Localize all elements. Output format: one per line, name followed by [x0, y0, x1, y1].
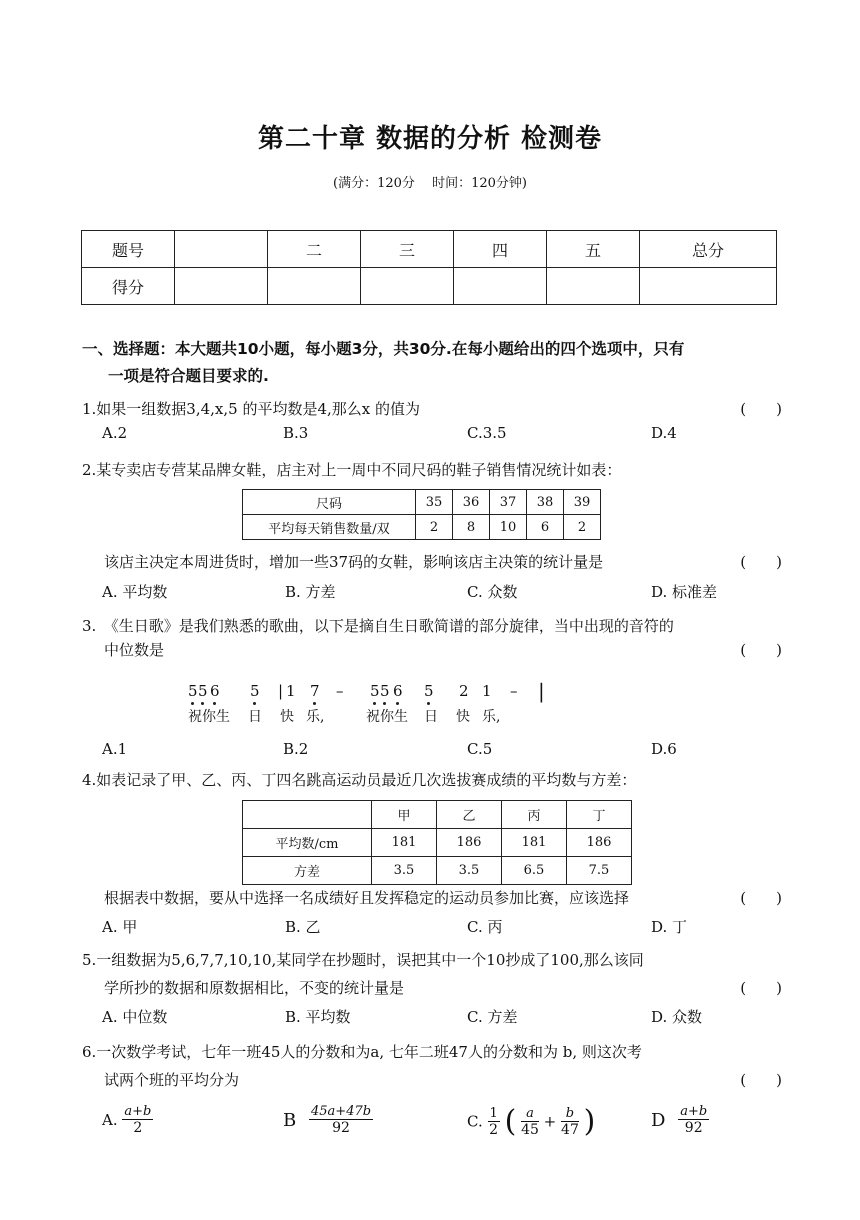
- question-4-options: [102, 916, 782, 940]
- note: 6: [393, 682, 403, 700]
- lyric: 祝你生: [188, 709, 230, 725]
- score-cell: 得分: [82, 268, 175, 305]
- score-table-score-row: [82, 268, 777, 305]
- note: 1: [482, 682, 492, 700]
- question-6: [82, 1040, 782, 1100]
- table-cell: 6: [527, 515, 564, 540]
- option-label: B: [283, 1109, 297, 1131]
- score-input-cell: [268, 268, 361, 305]
- low-octave-dot: [396, 702, 399, 705]
- note: 7: [310, 682, 320, 700]
- table-cell: 35: [416, 490, 453, 515]
- score-cell: 总分: [640, 231, 777, 268]
- lyric: 快: [456, 709, 470, 725]
- option-b: B. 乙: [285, 918, 321, 936]
- page-title: 第二十章 数据的分析 检测卷: [257, 124, 603, 154]
- score-cell: 题号: [82, 231, 175, 268]
- table-cell: 10: [490, 515, 527, 540]
- table-row: [243, 829, 632, 857]
- option-b: B. 方差: [285, 583, 336, 601]
- option-b: B.2: [283, 740, 309, 758]
- score-input-cell: [547, 268, 640, 305]
- denominator: 92: [684, 1120, 703, 1136]
- answer-bracket: ( ): [740, 889, 782, 907]
- score-cell: 五: [547, 231, 640, 268]
- low-octave-dot: [253, 702, 256, 705]
- table-cell: [243, 801, 372, 829]
- option-c: C.3.5: [467, 424, 507, 442]
- table-cell: 39: [564, 490, 601, 515]
- question-text: 3. 《生日歌》是我们熟悉的歌曲，以下是摘自生日歌简谱的部分旋律，当中出现的音符的: [82, 617, 674, 635]
- fraction: [488, 1106, 500, 1138]
- question-text: 1.如果一组数据3,4,x,5 的平均数是4,那么x 的值为: [82, 400, 421, 418]
- note: 5: [370, 682, 380, 700]
- question-2: [82, 458, 782, 482]
- score-table: [81, 230, 777, 305]
- score-input-cell: [361, 268, 454, 305]
- low-octave-dot: [373, 702, 376, 705]
- page-subtitle: (满分：120分 时间：120分钟): [333, 176, 527, 191]
- dash: –: [510, 682, 518, 700]
- table-cell: 尺码: [243, 490, 416, 515]
- table-cell: 181: [502, 829, 567, 857]
- table-cell: 方差: [243, 857, 372, 885]
- score-input-cell: [175, 268, 268, 305]
- denominator: 92: [332, 1120, 350, 1136]
- question-text: 根据表中数据，要从中选择一名成绩好且发挥稳定的运动员参加比赛，应该选择: [104, 889, 630, 907]
- question-5-options: [102, 1006, 782, 1030]
- answer-bracket: ( ): [740, 400, 782, 418]
- table-row: [243, 515, 601, 540]
- fraction: [561, 1106, 579, 1138]
- table-cell: 平均数/cm: [243, 829, 372, 857]
- table-row: [243, 801, 632, 829]
- option-d: D. 丁: [651, 918, 688, 936]
- bar-line: |: [278, 682, 284, 700]
- question-6-options: [102, 1100, 782, 1150]
- question-text: 学所抄的数据和原数据相比，不变的统计量是: [104, 979, 405, 997]
- table-cell: 丁: [567, 801, 632, 829]
- question-5: [82, 948, 782, 1008]
- athlete-stats-table: [242, 800, 632, 885]
- option-b: [283, 1104, 373, 1136]
- note: 5: [380, 682, 390, 700]
- table-row: [243, 490, 601, 515]
- denominator: 45: [521, 1121, 539, 1138]
- left-paren: (: [504, 1104, 517, 1139]
- low-octave-dot: [213, 702, 216, 705]
- option-c: C. 众数: [467, 583, 518, 601]
- option-label: D: [651, 1109, 666, 1131]
- score-cell: 四: [454, 231, 547, 268]
- fraction: [122, 1104, 153, 1136]
- question-1-options: [102, 424, 782, 448]
- answer-bracket: ( ): [740, 979, 782, 997]
- fraction: [678, 1104, 709, 1136]
- question-1: [82, 397, 782, 421]
- question-3-options: [102, 740, 782, 764]
- option-label: A.: [102, 1111, 118, 1129]
- question-text: 5.一组数据为5,6,7,7,10,10,某同学在抄题时，误把其中一个10抄成了100,那么该同: [82, 951, 644, 969]
- question-2-options: [102, 581, 782, 605]
- fraction: [521, 1106, 539, 1138]
- option-a: A.1: [102, 740, 128, 758]
- table-cell: 186: [437, 829, 502, 857]
- option-b: B.3: [283, 424, 309, 442]
- lyric: 乐,: [306, 709, 325, 725]
- table-cell: 38: [527, 490, 564, 515]
- question-4: [82, 768, 782, 792]
- low-octave-dot: [313, 702, 316, 705]
- numerator: a: [521, 1106, 539, 1122]
- lyric: 日: [424, 709, 438, 725]
- note: 5: [198, 682, 208, 700]
- section-heading: [82, 336, 782, 390]
- option-a: A. 甲: [102, 918, 138, 936]
- question-4-continued: [82, 886, 782, 910]
- numerator: a+b: [124, 1104, 152, 1119]
- score-table-header-row: [82, 231, 777, 268]
- note: 6: [210, 682, 220, 700]
- score-cell: 三: [361, 231, 454, 268]
- table-cell: 2: [416, 515, 453, 540]
- question-2-continued: [82, 550, 782, 574]
- option-d: [651, 1104, 709, 1136]
- table-cell: 6.5: [502, 857, 567, 885]
- table-cell: 3.5: [437, 857, 502, 885]
- option-a: A. 平均数: [102, 583, 168, 601]
- question-3: [82, 614, 782, 662]
- table-cell: 甲: [372, 801, 437, 829]
- shoe-size-table: [242, 489, 601, 540]
- answer-bracket: ( ): [740, 641, 782, 659]
- table-cell: 181: [372, 829, 437, 857]
- lyric: 乐,: [482, 709, 501, 725]
- denominator: 2: [489, 1121, 499, 1138]
- option-c: C.5: [467, 740, 493, 758]
- note: 1: [286, 682, 296, 700]
- lyric: 快: [280, 709, 294, 725]
- low-octave-dot: [427, 702, 430, 705]
- answer-bracket: ( ): [740, 1071, 782, 1089]
- table-row: [243, 857, 632, 885]
- option-c: C. 方差: [467, 1008, 518, 1026]
- question-text: 2.某专卖店专营某品牌女鞋，店主对上一周中不同尺码的鞋子销售情况统计如表：: [82, 461, 622, 479]
- option-d: D.6: [651, 740, 677, 758]
- section-line: 一、选择题：本大题共10小题，每小题3分，共30分.在每小题给出的四个选项中，只有: [82, 340, 685, 358]
- option-b: B. 平均数: [285, 1008, 351, 1026]
- fraction: [309, 1104, 373, 1136]
- right-paren: ): [583, 1104, 596, 1139]
- section-line: 一项是符合题目要求的.: [108, 367, 269, 385]
- low-octave-dot: [201, 702, 204, 705]
- table-cell: 2: [564, 515, 601, 540]
- answer-bracket: ( ): [740, 553, 782, 571]
- numerator: a+b: [680, 1104, 708, 1119]
- bar-line: |: [538, 679, 545, 703]
- note: 2: [459, 682, 469, 700]
- note: 5: [250, 682, 260, 700]
- numerator: b: [561, 1106, 579, 1122]
- option-a: A.2: [102, 424, 128, 442]
- option-a: A. 中位数: [102, 1008, 168, 1026]
- option-d: D. 标准差: [651, 583, 718, 601]
- numerator: 1: [489, 1105, 498, 1121]
- denominator: 47: [561, 1121, 579, 1138]
- score-cell: [175, 231, 268, 268]
- option-label: C.: [467, 1112, 483, 1131]
- table-cell: 乙: [437, 801, 502, 829]
- table-cell: 7.5: [567, 857, 632, 885]
- option-c: C. 丙: [467, 918, 503, 936]
- low-octave-dot: [191, 702, 194, 705]
- question-text: 该店主决定本周进货时，增加一些37码的女鞋，影响该店主决策的统计量是: [104, 553, 604, 571]
- question-text: 4.如表记录了甲、乙、丙、丁四名跳高运动员最近几次选拔赛成绩的平均数与方差：: [82, 771, 637, 789]
- lyric: 祝你生: [366, 709, 408, 725]
- question-text: 中位数是: [104, 641, 165, 659]
- table-cell: 平均每天销售数量/双: [243, 515, 416, 540]
- denominator: 2: [133, 1120, 143, 1136]
- numerator: 45a+47b: [311, 1104, 372, 1119]
- table-cell: 丙: [502, 801, 567, 829]
- table-cell: 8: [453, 515, 490, 540]
- table-cell: 186: [567, 829, 632, 857]
- option-c: [467, 1104, 595, 1139]
- option-d: D.4: [651, 424, 677, 442]
- note: 5: [424, 682, 434, 700]
- note: 5: [188, 682, 198, 700]
- score-input-cell: [640, 268, 777, 305]
- table-cell: 37: [490, 490, 527, 515]
- table-cell: 36: [453, 490, 490, 515]
- score-cell: 二: [268, 231, 361, 268]
- question-text: 6.一次数学考试，七年一班45人的分数和为a, 七年二班47人的分数和为 b, 则这次考: [82, 1043, 642, 1061]
- table-cell: 3.5: [372, 857, 437, 885]
- option-d: D. 众数: [651, 1008, 703, 1026]
- question-text: 试两个班的平均分为: [104, 1071, 240, 1089]
- lyric: 日: [248, 709, 262, 725]
- low-octave-dot: [383, 702, 386, 705]
- option-a: [102, 1104, 153, 1136]
- plus-sign: +: [543, 1112, 557, 1131]
- dash: –: [336, 682, 344, 700]
- score-input-cell: [454, 268, 547, 305]
